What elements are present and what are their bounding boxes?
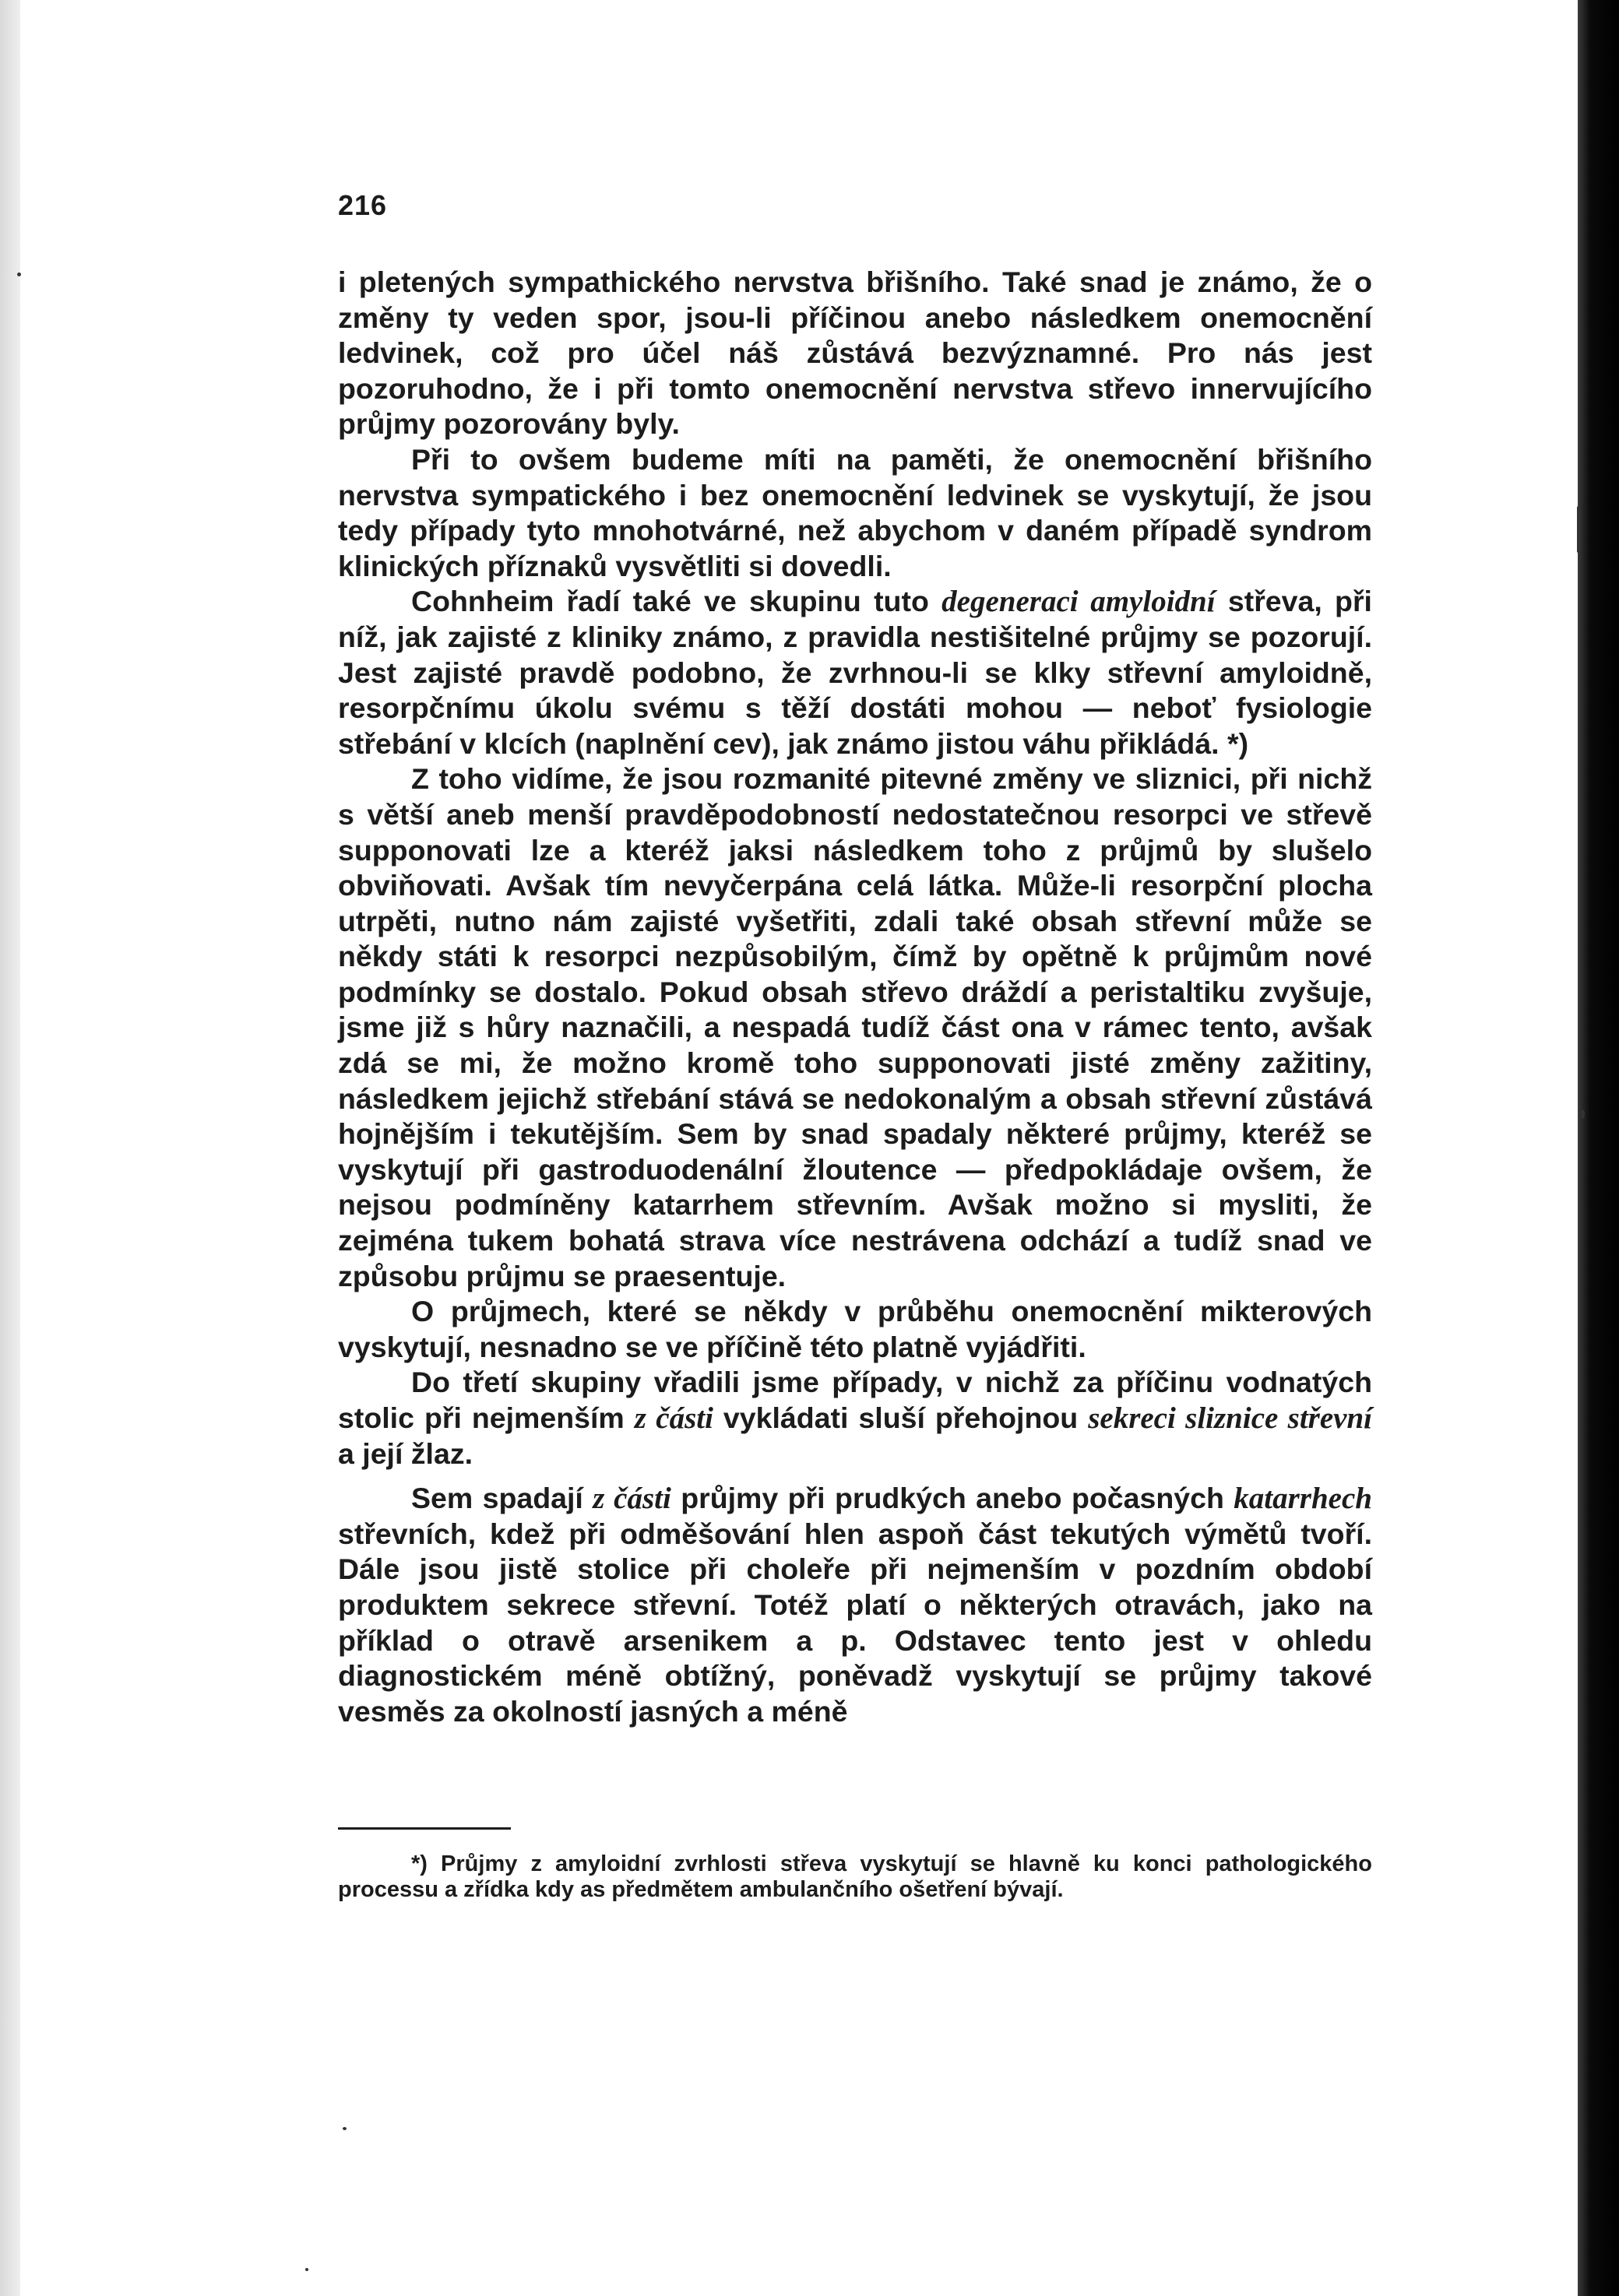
- paragraph-text: O průjmech, které se někdy v průběhu onemocnění mikterových vyskytují, nesnadno se ve příčině této platně vyjádřiti.: [338, 1295, 1372, 1363]
- paragraph-1: [338, 265, 1372, 442]
- paragraph-text: střevních, kdež při odměšování hlen aspoň část tekutých výmětů tvoří. Dále jsou jistě stolice při choleře při nejmenším v pozdním období produktem sekrece střevní. Totéž platí o některých otravách, jako na příklad o otravě arsenikem a p. Odstavec tento jest v ohledu diagnostickém méně obtížný, poněvadž vyskytují se průjmy takové vesměs za okolností jasných a méně: [338, 1517, 1372, 1728]
- paragraph-5: [338, 1294, 1372, 1365]
- paragraph-text: vykládati sluší přehojnou: [713, 1401, 1089, 1434]
- paragraph-text: průjmy při prudkých anebo počasných: [670, 1482, 1234, 1515]
- scan-speck: [305, 2268, 308, 2271]
- emphasis-term: sekreci sliznice střevní: [1088, 1401, 1372, 1435]
- paragraph-text: a její žlaz.: [338, 1436, 473, 1470]
- paragraph-6: [338, 1365, 1372, 1471]
- emphasis-term: z části: [593, 1482, 671, 1516]
- scan-speck: [1577, 506, 1580, 553]
- scan-speck: [17, 272, 21, 276]
- scan-speck: [1581, 1109, 1585, 1119]
- paragraph-text: Do třetí skupiny vřadili jsme případy, v nichž za příčinu vodnatých stolic při nejmenším: [338, 1366, 1372, 1434]
- paragraph-3: [338, 584, 1372, 761]
- paragraph-text: Při to ovšem budeme míti na paměti, že onemocnění břišního nervstva sympatického i bez onemocnění ledvinek se vyskytují, že jsou tedy případy tyto mnohotvárné, než abychom v daném případě syndrom klinických příznaků vysvětliti si dovedli.: [338, 442, 1372, 582]
- scan-margin: [0, 0, 20, 2296]
- footnote: *) Průjmy z amyloidní zvrhlosti střeva vyskytují se hlavně ku konci pathologického processu a zřídka kdy as předmětem ambulančního ošetření bývají.: [338, 1851, 1372, 1902]
- emphasis-term: z části: [634, 1401, 713, 1435]
- emphasis-term: degeneraci amyloidní: [941, 585, 1216, 619]
- paragraph-4: [338, 761, 1372, 1294]
- footnote-rule: [338, 1827, 511, 1830]
- body-text: [338, 265, 1372, 1729]
- paragraph-text: Sem spadají: [411, 1482, 593, 1515]
- paragraph-2: [338, 442, 1372, 584]
- paragraph-text: střeva, při níž, jak zajisté z kliniky známo, z pravidla nestišitelné průjmy se pozorují. Jest zajisté pravdě podobno, že zvrhnou-li se klky střevní amyloidně, resorpčnímu úkolu svému s těží dostáti mohou — neboť fysiologie střebání v klcích (naplnění cev), jak známo jistou váhu přikládá. *): [338, 585, 1372, 760]
- emphasis-term: katarrhech: [1234, 1482, 1372, 1516]
- binding-shadow: [1578, 0, 1619, 2296]
- paragraph-text: Cohnheim řadí také ve skupinu tuto: [411, 585, 942, 618]
- paragraph-text: Z toho vidíme, že jsou rozmanité pitevné změny ve sliznici, při nichž s větší aneb menší pravděpodobností nedostatečnou resorpci ve střevě supponovati lze a kteréž jaksi následkem toho z průjmů by slušelo obviňovati. Avšak tím nevyčerpána celá látka. Může-li resorpční plocha utrpěti, nutno nám zajisté vyšetřiti, zdali také obsah střevní může se někdy státi k resorpci nezpůsobilým, čímž by opětně k průjmům nové podmínky se dostalo. Pokud obsah střevo dráždí a peristaltiku zvyšuje, jsme již s hůry naznačili, a nespadá tudíž část ona v rámec tento, avšak zdá se mi, že možno kromě toho supponovati jisté změny zažitiny, následkem jejichž střebání stává se nedokonalým a obsah střevní zůstává hojnějším i tekutějším. Sem by snad spadaly některé průjmy, kteréž se vyskytují při gastroduodenální žloutence — předpokládaje ovšem, že nejsou podmíněny katarrhem střevním. Avšak možno si mysliti, že zejména tukem bohatá strava více nestrávena odchází a tudíž snad ve způsobu průjmu se praesentuje.: [338, 762, 1372, 1292]
- scan-speck: [343, 2127, 347, 2130]
- page-number: 216: [338, 189, 388, 221]
- paragraph-7: [338, 1481, 1372, 1729]
- paragraph-text: i pletených sympathického nervstva břišního. Také snad je známo, že o změny ty veden spor, jsou-li příčinou anebo následkem onemocnění ledvinek, což pro účel náš zůstává bezvýznamné. Pro nás jest pozoruhodno, že i při tomto onemocnění nervstva střevo innervujícího průjmy pozorovány byly.: [338, 265, 1372, 441]
